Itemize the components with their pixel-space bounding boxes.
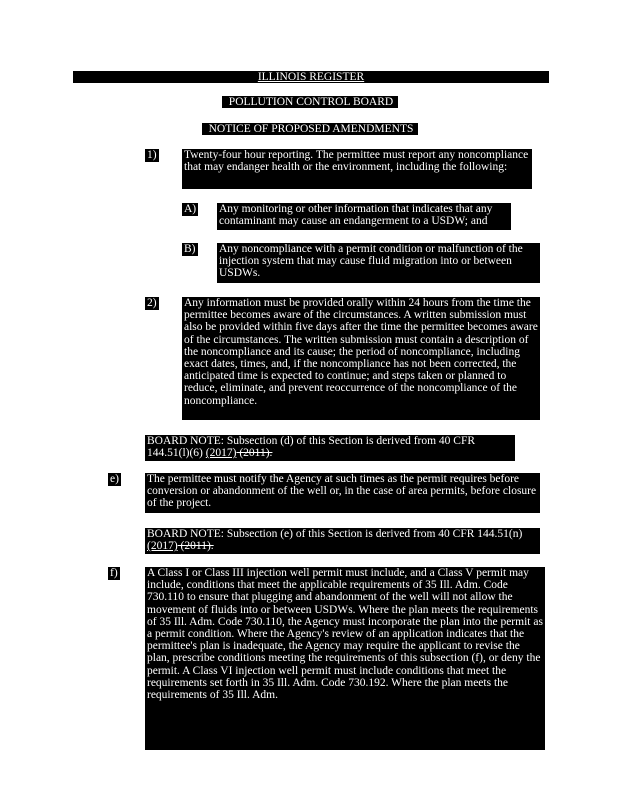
item-b-text: Any noncompliance with a permit condition or malfunction of the injection system that may cause fluid migration into or between USDWs. (217, 243, 540, 283)
subsection-f-text: A Class I or Class III injection well permit must include, and a Class V permit may include, conditions that meet the applicable requirements of 35 Ill. Adm. Code 730.110 to ensure that plugging and abandonment of the well will not allow the movement of fluids into or between USDWs. Where the plan meets the requirements of 35 Ill. Adm. Code 730.110, the Agency must incorporate the plan into the permit as a permit condition. Where the Agency's review of an application indicates that the permittee's plan is inadequate, the Agency may require the applicant to revise the plan, prescribe conditions meeting the requirements of this subsection (f), or deny the permit. A Class VI injection well permit must include conditions that meet the requirements set forth in 35 Ill. Adm. Code 730.192. Where the plan meets the requirements of 35 Ill. Adm. (145, 567, 545, 750)
item-2-label: 2) (147, 297, 157, 309)
item-1-text: Twenty-four hour reporting. The permittee must report any noncompliance that may endanger health or the environment, including the following: (182, 149, 532, 189)
board-note-e-old-year: (2011). (177, 540, 214, 553)
item-a-text: Any monitoring or other information that indicates that any contaminant may cause an endangerment to a USDW; and (217, 203, 511, 230)
board-note-e-new-year: (2017) (147, 540, 178, 553)
subsection-e-label: e) (110, 473, 119, 485)
board-note-d-new-year: (2017) (205, 447, 237, 460)
subsection-e-text: The permittee must notify the Agency at such times as the permit requires before conversion or abandonment of the well or, in the case of area permits, before closure of the project. (145, 473, 540, 513)
board-note-d (145, 435, 515, 461)
notice-title: NOTICE OF PROPOSED AMENDMENTS (208, 123, 414, 135)
item-1-label: 1) (147, 149, 157, 161)
board-note-e (145, 528, 540, 554)
item-2-text: Any information must be provided orally within 24 hours from the time the permittee becomes aware of the circumstances. A written submission must also be provided within five days after the time the permittee becomes aware of the circumstances. The written submission must contain a description of the noncompliance and its cause; the period of noncompliance, including exact dates, times, and, if the noncompliance has not been corrected, the anticipated time is expected to continue; and steps taken or planned to reduce, eliminate, and prevent reoccurrence of the noncompliance of the noncompliance. (182, 297, 540, 420)
board-note-e-lead: BOARD NOTE: Subsection (e) of this Section is derived from 40 CFR 144.51(n) (147, 528, 523, 540)
subsection-f-label: f) (110, 567, 118, 579)
board-note-d-old-year: (2011). (236, 447, 273, 460)
item-b-label: B) (184, 243, 196, 255)
item-a-label: A) (184, 203, 197, 215)
board-title: POLLUTION CONTROL BOARD (228, 96, 394, 108)
register-title: ILLINOIS REGISTER (257, 71, 365, 83)
board-note-d-lead: BOARD NOTE: Subsection (d) of this Section is derived from 40 CFR 144.51(l)(6) (147, 435, 476, 460)
